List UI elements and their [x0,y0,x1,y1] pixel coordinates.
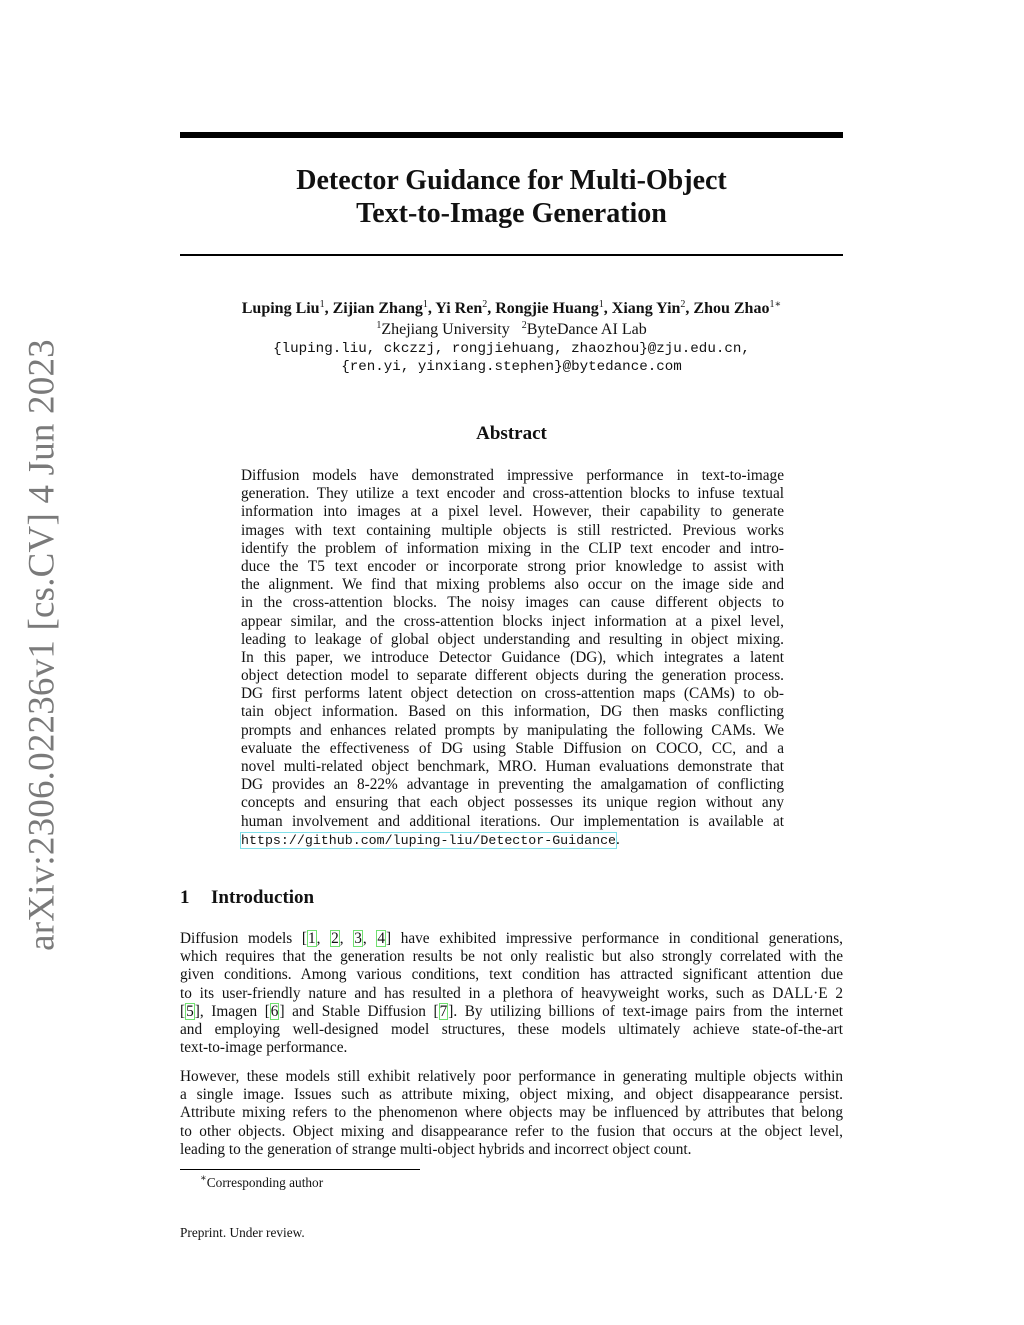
citation-link[interactable]: 5 [186,1002,194,1020]
abstract-line: novel multi-related object benchmark, MRO. Human evaluations demonstrate that [241,758,784,775]
citation-link[interactable]: 7 [439,1002,448,1020]
abstract-line: tain object information. Based on this information, DG then masks conflicting [241,703,784,721]
affiliation-name: ByteDance AI Lab [526,321,647,338]
author-affiliation-mark: 1 [319,299,325,310]
preprint-notice: Preprint. Under review. [180,1225,305,1240]
citation-link[interactable]: 2 [331,930,339,947]
author-name: Yi Ren [435,300,483,317]
abstract-line: human involvement and additional iterations. Our implementation is available at [241,812,784,830]
title-line-2: Text-to-Image Generation [356,198,667,229]
abstract-line: In this paper, we introduce Detector Guidance (DG), which integrates a latent [241,648,784,666]
author-affiliation-mark: 2 [680,299,686,310]
affiliation-name: Zhejiang University [381,321,510,338]
intro-paragraph-2 [180,1068,843,1159]
email-line: {luping.liu, ckczzj, rongjiehuang, zhaozhou}@zju.edu.cn, [273,341,750,357]
title-top-rule [180,132,843,138]
section-number: 1 [180,887,190,908]
paragraph-line: to other objects. Object mixing and disappearance refer to the fusion that occurs at the object level, [180,1122,843,1140]
abstract-line: in the cross-attention blocks. The noisy images can cause different objects to [241,594,784,612]
section-title: Introduction [211,887,315,908]
citation-link[interactable]: 6 [270,1002,279,1020]
paragraph-line: to its user-friendly nature and has resulted in a plethora of heavyweight works, such as DALL·E 2 [180,984,843,1002]
text-run: ] have exhibited impressive performance in conditional generations, [385,930,843,947]
abstract-line: information into images at a pixel level. However, their capability to generate [241,503,784,521]
author-list: Luping Liu$^1$, Zijian Zhang$^1$, Yi Ren$^2$, Rongjie Huang$^1$, Xiang Yin$^2$, Zhou Zhao$^{1∗}$ [241,299,782,317]
title-line-1: Detector Guidance for Multi-Object [296,165,727,196]
paragraph-line: Diffusion models [1, 2, 3, 4] have exhibited impressive performance in conditional generations, [180,930,843,947]
paragraph-line: Attribute mixing refers to the phenomenon where objects may be influenced by attributes that belong [180,1104,843,1122]
citation-link[interactable]: 3 [354,930,362,947]
author-affiliation-mark: 1 [598,299,604,310]
paragraph-line: text-to-image performance. [180,1039,348,1057]
abstract-line: DG first performs latent object detection on cross-attention maps (CAMs) to ob- [241,685,784,703]
email-line: {ren.yi, yinxiang.stephen}@bytedance.com [341,359,682,375]
abstract-line: DG provides an 8-22% advantage in preventing the amalgamation of conflicting [241,776,784,794]
paragraph-line: which requires that the generation results be not only realistic but also strongly correlated with the [180,948,843,966]
abstract-body [241,467,784,849]
abstract-period: . [616,830,620,848]
abstract-line: duce the T5 text encoder or incorporate strong prior knowledge to assist with [241,557,784,575]
paragraph-line: and employing well-designed model structures, these models ultimately achieve state-of-the-art [180,1020,843,1038]
author-affiliation-mark: 1 [422,299,428,310]
paragraph-line: [5], Imagen [6] and Stable Diffusion [7]. By utilizing billions of text-image pairs from the internet [180,1002,843,1020]
affiliation-number: 1 [376,320,382,331]
author-name: Zhou Zhao [693,300,770,317]
abstract-line: object detection model to separate different objects during the generation process. [241,667,784,685]
abstract-line: concepts and ensuring that each object possesses its unique region without any [241,794,784,812]
title-bottom-rule [180,254,843,256]
author-name: Rongjie Huang [495,300,599,317]
text-run: Diffusion models [ [180,930,307,947]
abstract-line: identify the problem of information mixing in the CLIP text encoder and intro- [241,539,784,557]
section-heading-introduction [180,887,314,909]
paragraph-line: However, these models still exhibit relatively poor performance in generating multiple objects within [180,1068,843,1085]
author-name: Zijian Zhang [332,300,423,317]
paragraph-line: given conditions. Among various conditions, text condition has attracted significant attention due [180,966,843,984]
affiliations [180,320,843,339]
author-name: Xiang Yin [611,300,681,317]
abstract-line: generation. They utilize a text encoder and cross-attention blocks to infuse textual [241,485,784,503]
footnote-rule [180,1169,420,1170]
paragraph-line: a single image. Issues such as attribute mixing, object mixing, and object disappearance persist. [180,1086,843,1104]
github-link[interactable]: https://github.com/luping-liu/Detector-Guidance [241,832,617,848]
citation-link[interactable]: 1 [307,930,316,947]
text-run: ]. By utilizing billions of text-image pairs from the internet [448,1002,843,1020]
abstract-line: the alignment. We find that mixing problems also occur on the image side and [241,576,784,594]
abstract-heading: Abstract [476,423,547,444]
affiliation-number: 2 [521,320,527,331]
abstract-line: evaluate the effectiveness of DG using Stable Diffusion on COCO, CC, and a [241,739,784,757]
abstract-line: images with text containing multiple objects is still restricted. Previous works [241,521,784,539]
footnote-text: Corresponding author [206,1175,324,1190]
author-affiliation-mark: 2 [482,299,488,310]
citation-link[interactable]: 4 [377,930,385,947]
author-name: Luping Liu [241,300,320,317]
footnote-mark: ∗ [200,1173,207,1184]
abstract-line: leading to leakage of global object understanding and resulting in object mixing. [241,630,784,648]
paper-title [180,164,843,230]
arxiv-identifier-stamp: arXiv:2306.02236v1 [cs.CV] 4 Jun 2023 [21,339,63,951]
abstract-line: Diffusion models have demonstrated impressive performance in text-to-image [241,467,784,484]
intro-paragraph-1 [180,930,843,1057]
abstract-line [241,831,784,849]
abstract-line: prompts and enhances related prompts by manipulating the following CAMs. We [241,721,784,739]
author-affiliation-mark: 1∗ [769,299,782,310]
abstract-line: appear similar, and the cross-attention blocks inject information at a pixel level, [241,612,784,630]
paragraph-line: leading to the generation of strange multi-object hybrids and incorrect object count. [180,1140,692,1158]
text-run: , Imagen [ [199,1002,270,1020]
text-run: ] and Stable Diffusion [ [279,1002,439,1020]
footnote [200,1175,323,1191]
